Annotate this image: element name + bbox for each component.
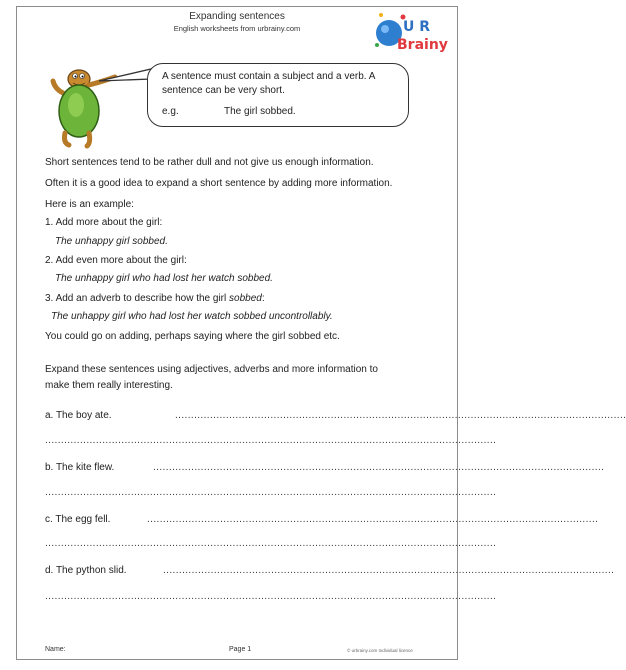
urbrainy-logo [373,9,448,55]
copyright-text: © urbrainy.com [347,648,378,653]
exercise-a-label: a. The boy ate. [45,410,112,421]
worksheet-page [16,6,626,660]
answer-line[interactable]: .............................................................................................................................................. [147,514,599,525]
answer-line[interactable]: .............................................................................................................................................. [153,462,605,473]
page-number: Page 1 [229,646,252,653]
answer-line[interactable]: .............................................................................................................................................. [45,591,497,602]
bubble-eg-label: e.g. [162,106,179,117]
speech-bubble [147,63,409,127]
exercise-c-label: c. The egg fell. [45,514,111,525]
task-line-1: Expand these sentences using adjectives, adverbs and more information to [45,364,378,375]
licence-note: Individual licence [378,648,413,653]
step-3-emphasis: sobbed [229,293,262,304]
example-2: The unhappy girl who had lost her watch sobbed. [55,273,273,284]
example-1: The unhappy girl sobbed. [55,236,168,247]
answer-line[interactable]: .............................................................................................................................................. [45,538,497,549]
answer-line[interactable]: .............................................................................................................................................. [163,565,615,576]
answer-line[interactable]: .............................................................................................................................................. [45,487,497,498]
intro-paragraph-4: You could go on adding, perhaps saying where the girl sobbed etc. [45,331,340,342]
step-3-text: 3. Add an adverb to describe how the girl [45,293,230,304]
step-2: 2. Add even more about the girl: [45,255,187,266]
bubble-example: The girl sobbed. [224,106,296,117]
example-3: The unhappy girl who had lost her watch sobbed uncontrollably. [51,311,333,322]
task-line-2: make them really interesting. [45,380,173,391]
page-subtitle: English worksheets from urbrainy.com [173,24,301,33]
step-1: 1. Add more about the girl: [45,217,163,228]
answer-line[interactable]: .............................................................................................................................................. [175,410,626,421]
name-label: Name: [45,646,66,653]
exercise-b-label: b. The kite flew. [45,462,115,473]
intro-paragraph-2: Often it is a good idea to expand a short sentence by adding more information. [45,178,393,189]
logo-text-top: U R [403,19,431,35]
bubble-text: A sentence must contain a subject and a verb. A sentence can be very short. [162,71,375,96]
step-3-colon: : [261,293,265,304]
answer-line[interactable]: .............................................................................................................................................. [45,435,497,446]
intro-paragraph-3: Here is an example: [45,199,134,210]
exercise-d-label: d. The python slid. [45,565,127,576]
copyright-note [347,648,413,653]
intro-paragraph-1: Short sentences tend to be rather dull and not give us enough information. [45,157,374,168]
page-title: Expanding sentences [189,11,285,22]
step-3 [45,293,265,304]
logo-text-bottom: Brainy [397,37,448,53]
